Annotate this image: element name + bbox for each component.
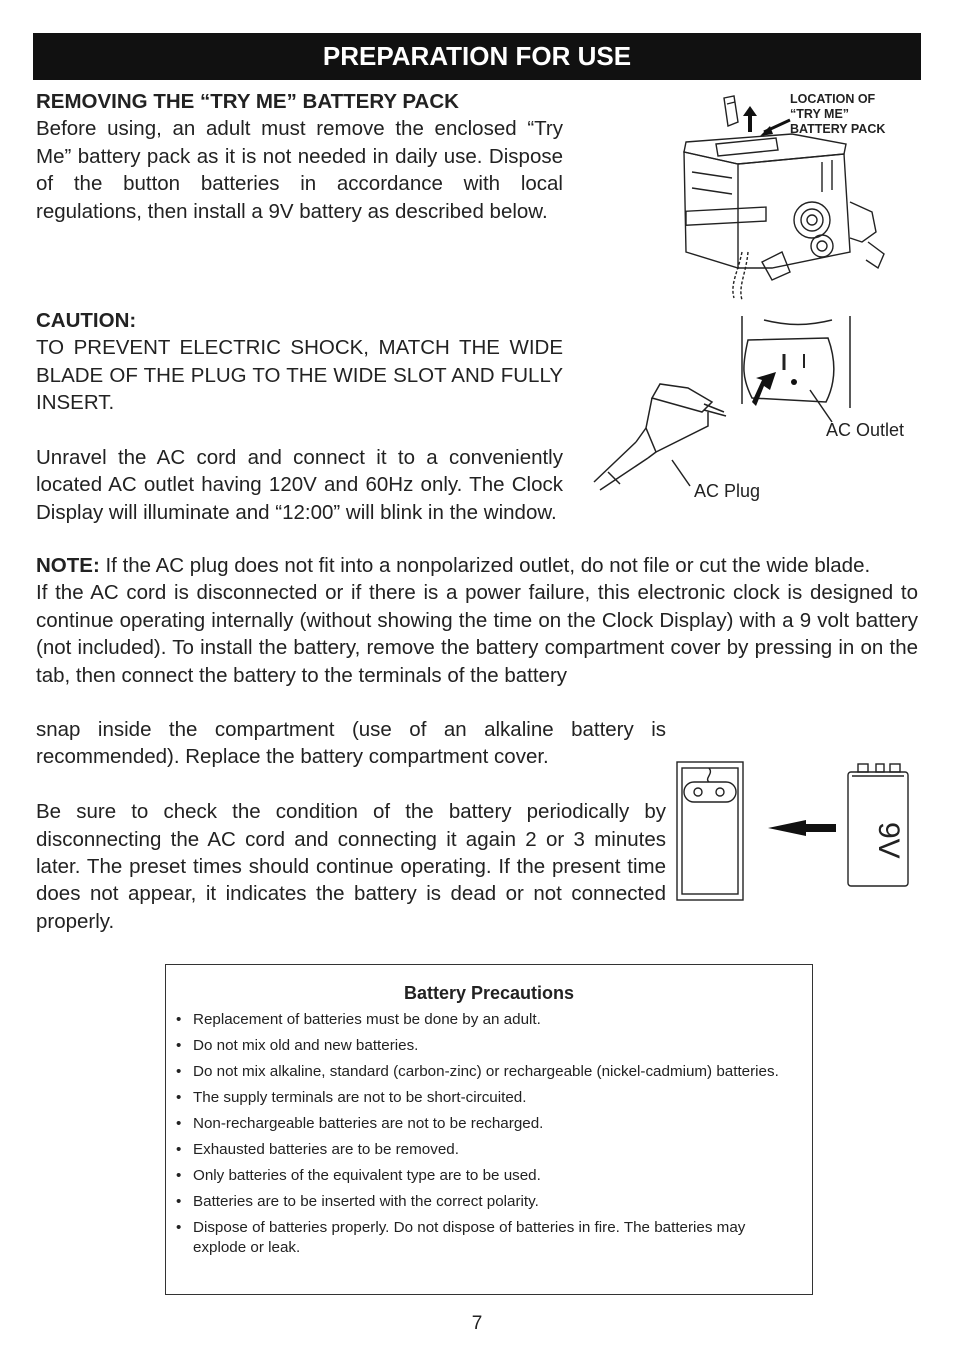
try-me-label-line: LOCATION OF xyxy=(790,92,876,106)
battery-install-section xyxy=(36,716,666,935)
list-item xyxy=(176,1192,802,1212)
list-item xyxy=(176,1088,802,1108)
section-title: PREPARATION FOR USE xyxy=(322,41,632,71)
ac-plug-figure xyxy=(592,316,892,496)
caution-section xyxy=(36,307,563,526)
note-body: If the AC plug does not fit into a nonpolarized outlet, do not file or cut the wide blade. xyxy=(99,554,871,577)
try-me-heading: REMOVING THE “TRY ME” BATTERY PACK xyxy=(36,90,459,113)
bullet-marker: • xyxy=(176,1167,182,1184)
list-item xyxy=(176,1036,802,1056)
bullet-marker: • xyxy=(176,1089,182,1106)
precaution-text: Batteries are to be inserted with the correct polarity. xyxy=(193,1193,539,1210)
battery-9v-label: 9V xyxy=(872,822,905,859)
list-item xyxy=(176,1140,802,1160)
list-item xyxy=(176,1218,802,1258)
list-item xyxy=(176,1010,802,1030)
list-item xyxy=(176,1114,802,1134)
backup-body-continued: snap inside the compartment (use of an alkaline battery is recommended). Replace the battery compartment cover. xyxy=(36,718,666,769)
section-header xyxy=(33,33,921,80)
note-section xyxy=(36,552,918,689)
caution-body: TO PREVENT ELECTRIC SHOCK, MATCH THE WIDE BLADE OF THE PLUG TO THE WIDE SLOT AND FULLY INSERT. xyxy=(36,336,563,415)
try-me-location-label xyxy=(790,92,885,137)
precautions-title: Battery Precautions xyxy=(403,983,575,1003)
page-number: 7 xyxy=(471,1313,483,1334)
bullet-marker: • xyxy=(176,1219,182,1236)
try-me-label-line: “TRY ME” xyxy=(790,107,850,121)
bullet-marker: • xyxy=(176,1037,182,1054)
bullet-marker: • xyxy=(176,1193,182,1210)
ac-cord-body: Unravel the AC cord and connect it to a conveniently located AC outlet having 120V and 60Hz only. The Clock Display will illuminate and “12:00” will blink in the window. xyxy=(36,446,563,524)
battery-precautions-box xyxy=(165,964,813,1295)
try-me-section xyxy=(36,88,563,225)
bullet-marker: • xyxy=(176,1011,182,1028)
try-me-label-line: BATTERY PACK xyxy=(790,122,886,136)
precaution-text: Non-rechargeable batteries are not to be recharged. xyxy=(193,1115,544,1132)
precaution-text: The supply terminals are not to be short-circuited. xyxy=(193,1089,527,1106)
try-me-body: Before using, an adult must remove the enclosed “Try Me” battery pack as it is not needed in daily use. Dispose of the button batteries in accordance with local regulations, then install a 9V battery as described below. xyxy=(36,117,563,223)
precaution-text: Exhausted batteries are to be removed. xyxy=(193,1141,459,1158)
backup-body: If the AC cord is disconnected or if there is a power failure, this electronic clock is designed to continue operating internally (without showing the time on the Clock Display) with a 9 volt battery (not included). To install the battery, remove the battery compartment cover by pressing in on the tab, then connect the battery to the terminals of the battery xyxy=(36,581,918,687)
ac-outlet-label: AC Outlet xyxy=(826,420,905,440)
caution-heading: CAUTION: xyxy=(36,309,137,332)
list-item xyxy=(176,1062,802,1082)
ac-plug-outlet-illustration xyxy=(592,316,892,496)
bullet-marker: • xyxy=(176,1063,182,1080)
precaution-text: Dispose of batteries properly. Do not dispose of batteries in fire. The batteries may explode or leak. xyxy=(193,1219,746,1256)
bullet-marker: • xyxy=(176,1115,182,1132)
ac-plug-label: AC Plug xyxy=(694,481,761,501)
note-label: NOTE: xyxy=(36,554,100,577)
bullet-marker: • xyxy=(176,1141,182,1158)
battery-check-body: Be sure to check the condition of the battery periodically by disconnecting the AC cord and connecting it again 2 or 3 minutes later. The preset times should continue operating. If the present time does not appear, it indicates the battery is dead or not connected properly. xyxy=(36,800,666,933)
precaution-text: Do not mix alkaline, standard (carbon-zinc) or rechargeable (nickel-cadmium) batteries. xyxy=(193,1063,779,1080)
list-item xyxy=(176,1166,802,1186)
precautions-list xyxy=(166,1010,812,1258)
precaution-text: Do not mix old and new batteries. xyxy=(193,1037,419,1054)
precaution-text: Only batteries of the equivalent type are to be used. xyxy=(193,1167,541,1184)
precaution-text: Replacement of batteries must be done by an adult. xyxy=(193,1011,541,1028)
